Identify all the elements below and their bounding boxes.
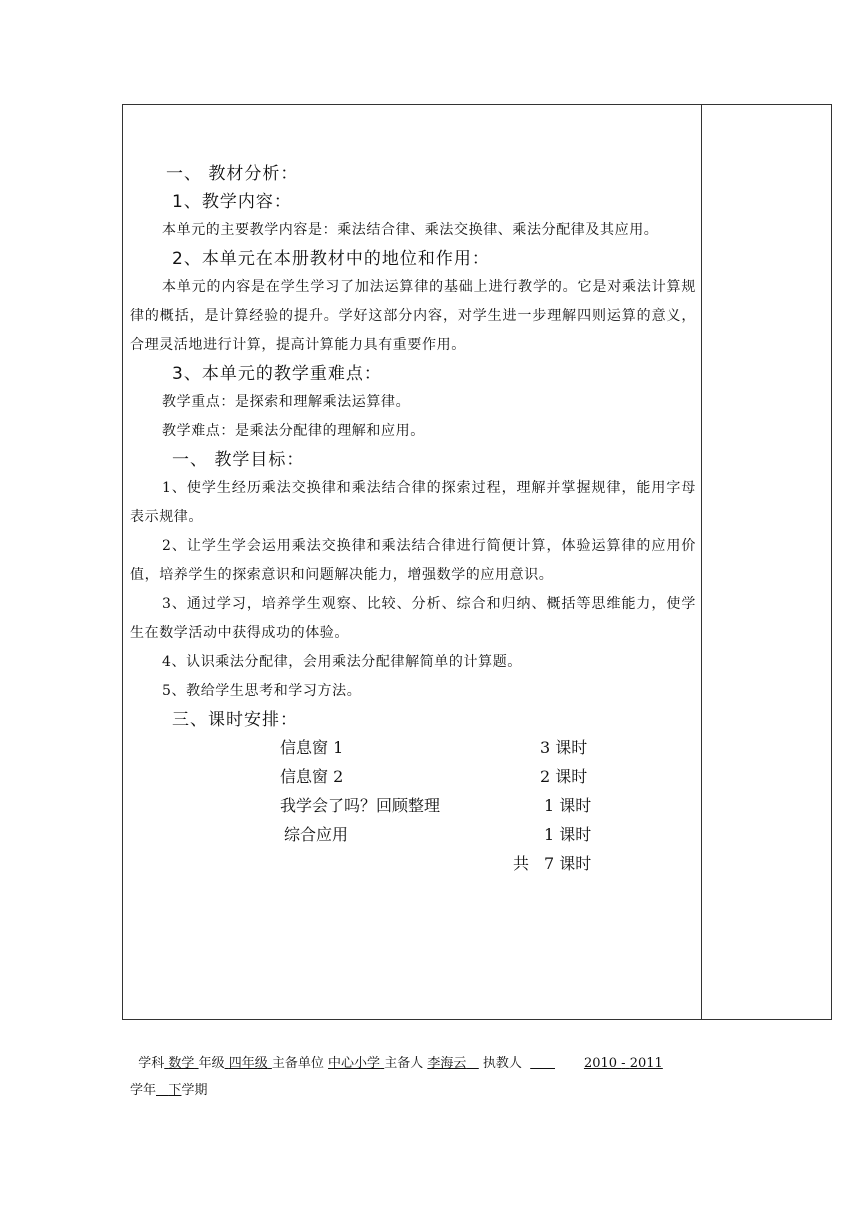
schedule-item-name: 综合应用	[284, 825, 349, 844]
objective-item: 4、认识乘法分配律，会用乘法分配律解简单的计算题。	[162, 654, 522, 670]
term-value: 下	[168, 1083, 182, 1098]
table-column-divider	[701, 104, 702, 1020]
section-title-objectives: 一、 教学目标：	[172, 450, 305, 470]
schedule-item-hours: 1 课时	[544, 796, 592, 815]
schedule-item-hours: 2 课时	[540, 767, 588, 786]
schedule-total-label: 共	[513, 854, 530, 873]
subsection-title-keypoints: 3、本单元的教学重难点：	[172, 364, 382, 384]
schedule-item-name: 我学会了吗？回顾整理	[280, 796, 441, 815]
paragraph-content: 本单元的主要教学内容是：乘法结合律、乘法交换律、乘法分配律及其应用。	[162, 222, 659, 238]
footer-line-1	[130, 1050, 750, 1077]
schedule-total-hours: 7 课时	[544, 854, 592, 873]
grade-label: 年级	[198, 1056, 225, 1071]
subsection-title-position: 2、本单元在本册教材中的地位和作用：	[172, 249, 490, 269]
document-footer	[130, 1050, 750, 1104]
term-label: 学期	[181, 1083, 208, 1098]
unit-label: 主备单位	[271, 1056, 324, 1071]
objective-item: 1、使学生经历乘法交换律和乘法结合律的探索过程，理解并掌握规律，能用字母表示规律。	[130, 480, 696, 525]
subsection-title-content: 1、教学内容：	[172, 192, 292, 212]
schedule-item-name: 信息窗 2	[280, 767, 344, 786]
schedule-list	[130, 734, 696, 884]
subject-value: 数学	[168, 1056, 195, 1071]
paragraph-key-point: 教学重点：是探索和理解乘法运算律。	[162, 394, 411, 410]
year-label: 学年	[130, 1083, 157, 1098]
paragraph-difficult-point: 教学难点：是乘法分配律的理解和应用。	[162, 423, 425, 439]
author-value: 李海云	[427, 1056, 467, 1071]
school-year-value: 2010 - 2011	[583, 1056, 663, 1071]
schedule-item-hours: 3 课时	[540, 738, 588, 757]
unit-value: 中心小学	[328, 1056, 381, 1071]
objective-item: 3、通过学习，培养学生观察、比较、分析、综合和归纳、概括等思维能力，使学生在数学活动中获得成功的体验。	[130, 596, 696, 641]
lesson-plan-content	[130, 160, 696, 884]
teacher-value	[530, 1056, 555, 1071]
author-label: 主备人	[384, 1056, 424, 1071]
teacher-label: 执教人	[482, 1056, 522, 1071]
objective-item: 2、让学生学会运用乘法交换律和乘法结合律进行简便计算，体验运算律的应用价值，培养学生的探索意识和问题解决能力，增强数学的应用意识。	[130, 538, 696, 583]
schedule-item-name: 信息窗 1	[280, 738, 344, 757]
section-title-schedule: 三、课时安排：	[172, 710, 298, 730]
footer-line-2	[130, 1077, 750, 1104]
subject-label: 学科	[138, 1056, 165, 1071]
schedule-item-hours: 1 课时	[544, 825, 592, 844]
section-title-analysis: 一、 教材分析：	[166, 164, 299, 184]
objective-item: 5、教给学生思考和学习方法。	[162, 683, 362, 699]
paragraph-position: 本单元的内容是在学生学习了加法运算律的基础上进行教学的。它是对乘法计算规律的概括，是计算经验的提升。学好这部分内容，对学生进一步理解四则运算的意义，合理灵活地进行计算，提高计算能力具有重要作用。	[130, 279, 696, 353]
grade-value: 四年级	[228, 1056, 268, 1071]
